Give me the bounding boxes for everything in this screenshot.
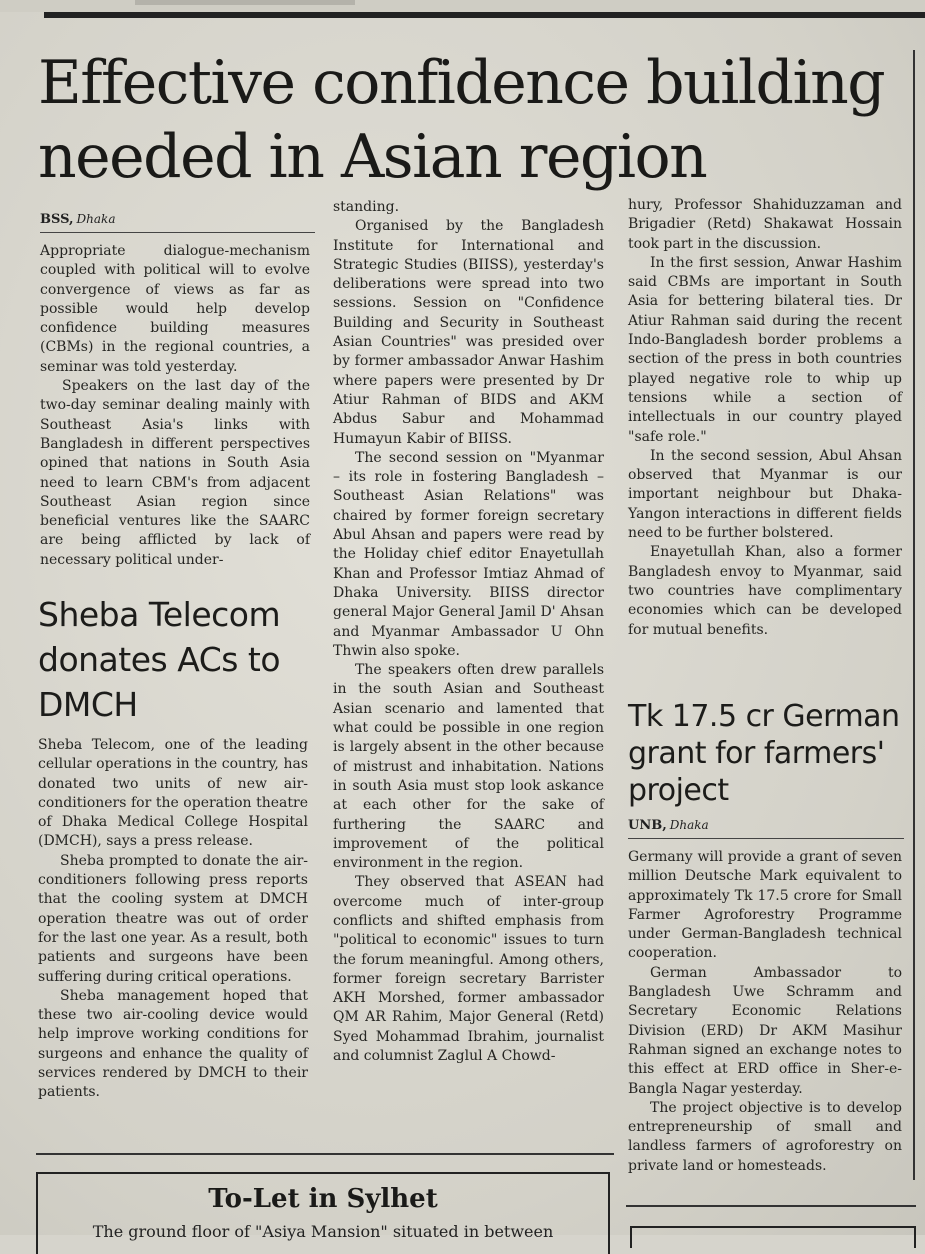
top-rule — [44, 12, 925, 18]
paragraph: Organised by the Bangladesh Institute for International and Strategic Studies (BIISS), yesterday's deliberations were spread into two sessions. Session on "Confidence Building and Security in Southeast Asian Countries" was presided over by former ambassador Anwar Hashim where papers were presented by Dr Atiur Rahman of BIDS and AKM Abdus Sabur and Mohammad Humayun Kabir of BIISS. — [333, 218, 604, 447]
byline-rule — [628, 838, 904, 839]
main-article-col1 — [40, 242, 310, 570]
paragraph: Germany will provide a grant of seven million Deutsche Mark equivalent to approximately Tk 17.5 crore for Small Farmer Agroforestry Programme under German-Bangladesh technical cooperation. — [628, 849, 902, 962]
paragraph: Sheba Telecom, one of the leading cellular operations in the country, has donated two units of new air-conditioners for the operation theatre of Dhaka Medical College Hospital (DMCH), says a press release. — [38, 737, 308, 850]
byline-agency: BSS, — [40, 212, 74, 227]
paragraph: Enayetullah Khan, also a former Bangladesh envoy to Myanmar, said two countries have complimentary economies which can be developed for mutual benefits. — [628, 544, 902, 638]
bottom-rule — [36, 1153, 614, 1155]
main-article-col3 — [628, 196, 902, 640]
paragraph: Appropriate dialogue-mechanism coupled with political will to evolve convergence of views as far as possible would help develop confidence building measures (CBMs) in the regional countries, a seminar was told yesterday. — [40, 243, 310, 375]
masthead-strip — [0, 0, 925, 12]
byline-location: Dhaka — [669, 818, 709, 832]
main-article-col2 — [333, 198, 604, 1066]
paragraph: Sheba management hoped that these two air-cooling device would help improve working conditions for surgeons and enhance the quality of services rendered by DMCH to their patients. — [38, 987, 308, 1101]
german-grant-headline: Tk 17.5 cr German grant for farmers' project — [628, 699, 900, 808]
byline-location: Dhaka — [76, 212, 116, 226]
classified-title: To-Let in Sylhet — [208, 1184, 438, 1214]
paragraph: Speakers on the last day of the two-day seminar dealing mainly with Southeast Asia's links with Bangladesh in different perspectives opined that nations in South Asia need to learn CBM's from adjacent Southeast Asian region since beneficial ventures like the SAARC are being afflicted by lack of necessary political under- — [40, 378, 310, 568]
paragraph: The project objective is to develop entrepreneurship of small and landless farmers of agroforestry on private land or homesteads. — [628, 1099, 902, 1174]
paragraph: Sheba prompted to donate the air-conditioners following press reports that the cooling system at DMCH operation theatre was out of order for the last one year. As a result, both patients and surgeons have been suffering during critical operations. — [38, 852, 308, 985]
adjacent-ad-box — [630, 1226, 916, 1248]
sheba-article-body — [38, 736, 308, 1103]
paragraph: standing. — [333, 199, 400, 215]
sheba-headline: Sheba Telecom donates ACs to DMCH — [38, 595, 281, 724]
classified-ad-box — [36, 1172, 610, 1254]
paragraph: German Ambassador to Bangladesh Uwe Schramm and Secretary Economic Relations Division (ERD) Dr AKM Masihur Rahman signed an exchange notes to this effect at ERD office in Sher-e-Bangla Nagar yesterday. — [628, 964, 902, 1097]
bottom-rule-right — [626, 1205, 916, 1207]
paragraph: The speakers often drew parallels in the south Asian and Southeast Asian scenario and lamented that what could be possible in one region is largely absent in the other because of mistrust and inhabitation. Nations in south Asia must stop look askance at each other for the sake of furthering the SAARC and improvement of the political environment in the region. — [333, 662, 604, 872]
german-article-body — [628, 848, 902, 1176]
paragraph: hury, Professor Shahiduzzaman and Brigadier (Retd) Shakawat Hossain took part in the discussion. — [628, 197, 902, 252]
paragraph: The second session on "Myanmar – its role in fostering Bangladesh – Southeast Asian Relations" was chaired by former foreign secretary Abul Ahsan and papers were read by the Holiday chief editor Enayetullah Khan and Professor Imtiaz Ahmad of Dhaka University. BIISS director general Major General Jamil D' Ahsan and Myanmar Ambassador U Ohn Thwin also spoke. — [333, 449, 604, 659]
paragraph: They observed that ASEAN had overcome much of inter-group conflicts and shifted emphasis from "political to economic" issues to turn the forum meaningful. Among others, former foreign secretary Barrister AKH Morshed, former ambassador QM AR Rahim, Major General (Retd) Syed Mohammad Ibrahim, journalist and columnist Zaglul A Chowd- — [333, 874, 604, 1065]
byline-agency: UNB, — [628, 818, 667, 833]
main-byline — [40, 212, 115, 227]
paragraph: In the first session, Anwar Hashim said CBMs are important in South Asia for bettering bilateral ties. Dr Atiur Rahman said during the recent Indo-Bangladesh border problems a section of the press in both countries played negative role to whip up tensions while a section of intellectuals in our country played "safe role." — [628, 254, 902, 445]
byline-rule — [40, 232, 315, 233]
classified-text: The ground floor of "Asiya Mansion" situated in between — [92, 1222, 554, 1241]
paragraph: In the second session, Abul Ahsan observed that Myanmar is our important neighbour but Dhaka-Yangon interactions in different fields need to be further bolstered. — [628, 447, 902, 542]
column-rule-right — [913, 50, 915, 1180]
german-byline — [628, 818, 709, 833]
main-headline: Effective confidence building needed in Asian region — [38, 48, 885, 192]
